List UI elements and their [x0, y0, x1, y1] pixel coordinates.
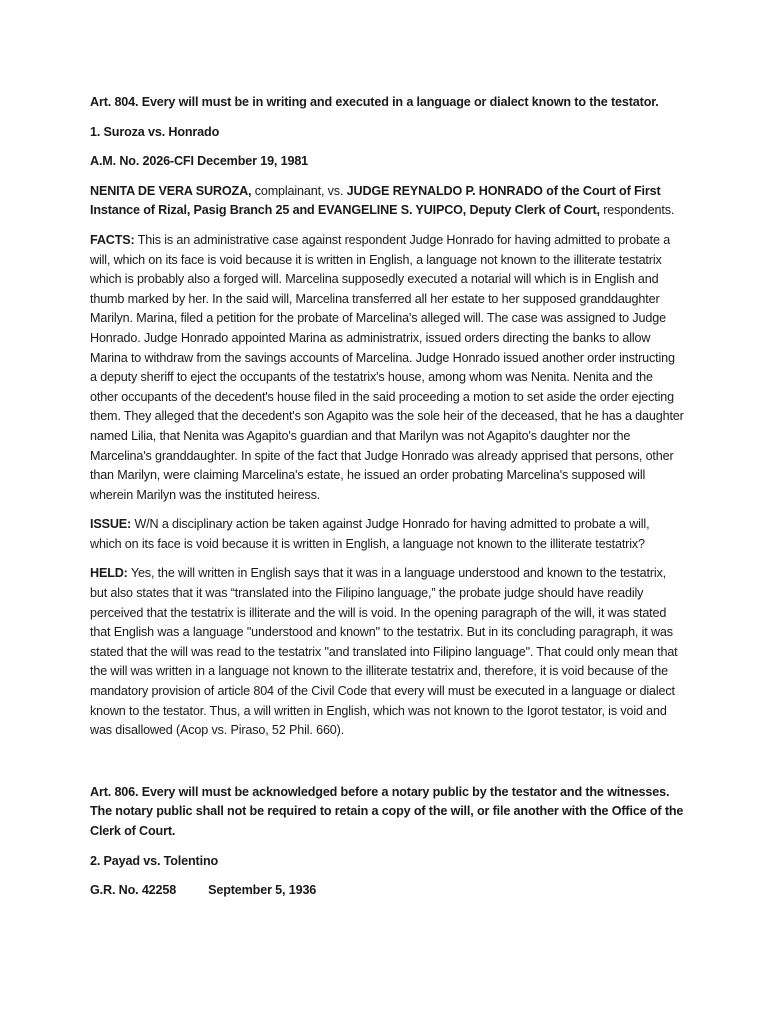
- document-body: [90, 93, 684, 911]
- issue-label: ISSUE:: [90, 517, 132, 532]
- case2-number-line: [90, 881, 684, 901]
- facts-label: FACTS:: [90, 232, 135, 247]
- case1-title: 1. Suroza vs. Honrado: [90, 124, 220, 139]
- case2-date: September 5, 1936: [208, 883, 317, 898]
- issue-paragraph: [90, 515, 684, 554]
- case2-gr: G.R. No. 42258: [90, 883, 177, 898]
- issue-text: W/N a disciplinary action be taken against Judge Honrado for having admitted to probate a will, which on its face is void because it is written in English, a language not known to the illiterate testatrix?: [90, 517, 650, 551]
- respondents-names: JUDGE REYNALDO P. HONRADO of the Court of First Instance of Rizal, Pasig Branch 25 and EVANGELINE S. YUIPCO, Deputy Clerk of Court,: [90, 183, 661, 218]
- facts-text: This is an administrative case against respondent Judge Honrado for having admitted to probate a will, which on its face is void because it is written in English, a language not known to the illiterate testatrix which is probably also a forged will. Marcelina supposedly executed a notarial will which is in English and thumb marked by her. In the said will, Marcelina transferred all her estate to her supposed granddaughter Marilyn. Marina, filed a petition for the probate of Marcelina's alleged will. The case was assigned to Judge Honrado. Judge Honrado appointed Marina as administratrix, issued orders directing the banks to allow Marina to withdraw from the savings accounts of Marcelina. Judge Honrado issued another order instructing a deputy sheriff to eject the occupants of the testatrix's house, among whom was Nenita. Nenita and the other occupants of the decedent's house filed in the said proceeding a motion to set aside the order ejecting them. They alleged that the decedent's son Agapito was the sole heir of the deceased, that he has a daughter named Lilia, that Nenita was Agapito's guardian and that Marilyn was not Agapito's daughter nor the Marcelina's granddaughter. In spite of the fact that Judge Honrado was already apprised that persons, other than Marilyn, were claiming Marcelina's estate, he issued an order probating Marcelina's supposed will wherein Marilyn was the instituted heiress.: [90, 232, 684, 502]
- section-spacer: [90, 751, 684, 783]
- art804-heading: Art. 804. Every will must be in writing and executed in a language or dialect known to the testator.: [90, 95, 659, 109]
- held-label: HELD:: [90, 566, 128, 581]
- case1-parties: [90, 182, 684, 221]
- facts-paragraph: [90, 231, 684, 505]
- case2-title: 2. Payad vs. Tolentino: [90, 853, 219, 868]
- complainant-name: NENITA DE VERA SUROZA,: [90, 183, 252, 198]
- held-text: Yes, the will written in English says that it was in a language understood and known to the testatrix, but also states that it was “translated into the Filipino language,” the probate judge should have readily perceived that the testatrix is illiterate and the will is void. In the opening paragraph of the will, it was stated that English was a language "understood and known" to the testatrix. But in its concluding paragraph, it was stated that the will was read to the testatrix "and translated into Filipino language". That could only mean that the will was written in a language not known to the illiterate testatrix and, therefore, it is void because of the mandatory provision of article 804 of the Civil Code that every will must be executed in a language or dialect known to the testator. Thus, a will written in English, which was not known to the Igorot testator, is void and was disallowed (Acop vs. Piraso, 52 Phil. 660).: [90, 566, 678, 738]
- art806-heading: Art. 806. Every will must be acknowledged before a notary public by the testator and the witnesses. The notary public shall not be required to retain a copy of the will, or file another with the Office of the Clerk of Court.: [90, 784, 684, 838]
- respondents-role: respondents.: [599, 203, 675, 218]
- complainant-role: complainant, vs.: [251, 183, 347, 198]
- held-paragraph: [90, 564, 684, 740]
- case1-number: A.M. No. 2026-CFI December 19, 1981: [90, 154, 309, 169]
